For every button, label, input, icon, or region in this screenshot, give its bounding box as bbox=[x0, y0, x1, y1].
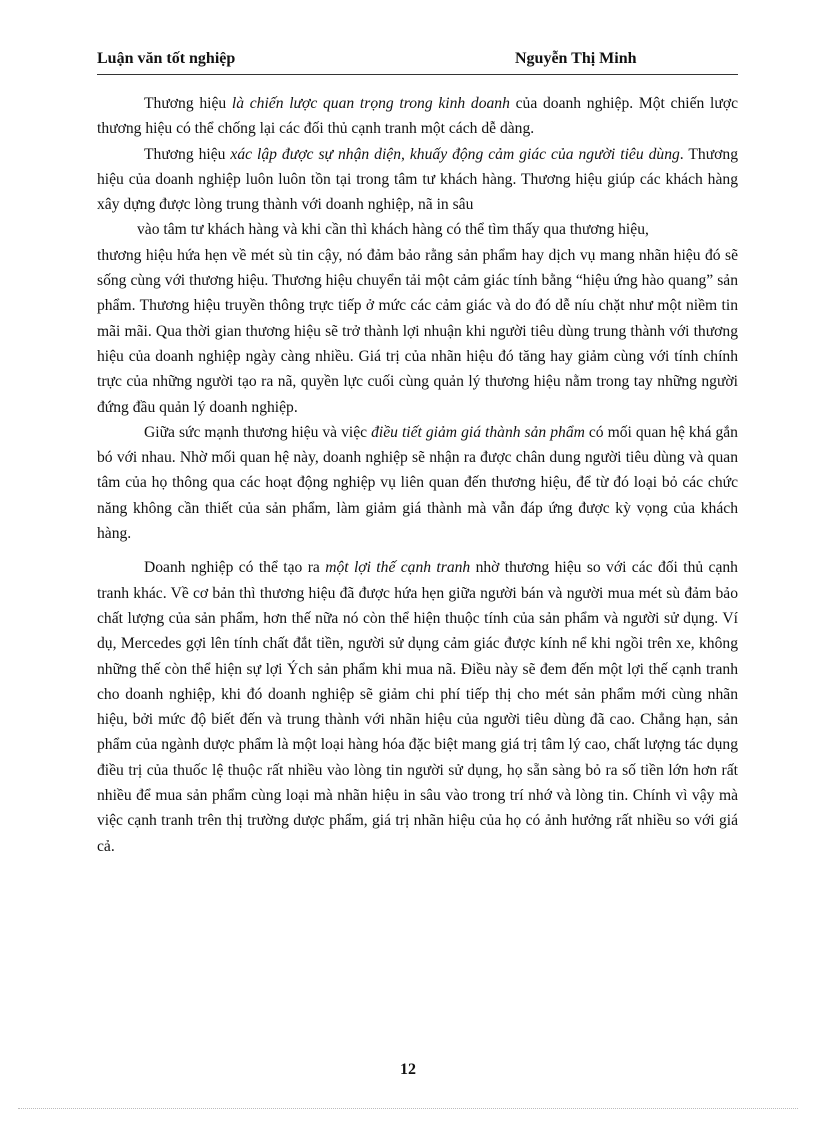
paragraph-competitive-advantage bbox=[97, 555, 738, 859]
text-run: Doanh nghiệp có thể tạo ra bbox=[144, 559, 326, 577]
text-run-italic: điều tiết giảm giá thành sản phẩm bbox=[371, 423, 585, 441]
page-header bbox=[97, 50, 738, 72]
paragraph-brand-trust bbox=[97, 243, 738, 420]
text-run: Thương hiệu bbox=[144, 95, 232, 112]
text-run-italic: một lợi thế cạnh tranh bbox=[325, 559, 471, 577]
text-run: . Thương hiệu của doanh nghiệp luôn luôn tồn tại trong tâm tư khách hàng. Thương hiệu giúp các khách hàng xây dựng được lòng trung thành với doanh nghiệp, nã in sâu bbox=[97, 145, 739, 214]
text-run: của doanh nghiệp. Một chiến lược thương hiệu có thể chống lại các đối thủ cạnh tranh một cách dễ dàng. bbox=[97, 95, 738, 138]
page-bottom-border bbox=[18, 1108, 798, 1109]
text-run-italic: là chiến lược quan trọng trong kinh doanh bbox=[231, 95, 510, 112]
paragraph-cost-reduction bbox=[97, 420, 738, 546]
text-run: thương hiệu hứa hẹn về mét sù tin cậy, nó đảm bảo rằng sản phẩm hay dịch vụ mang nhãn hiệu đó sẽ sống cùng với thương hiệu. Thương hiệu chuyển tải một cảm giác tính bằng “hiệu ứng hào quang” sản phẩm. Thương hiệu truyền thông trực tiếp ở mức các cảm giác và do đó dễ níu chặt như một niềm tin mãi mãi. Qua thời gian thương hiệu sẽ trở thành lợi nhuận khi người tiêu dùng trung thành với thương hiệu của doanh nghiệp ngày càng nhiều. Giá trị của nhãn hiệu đó tăng hay giảm cùng với tính chính trực của những người tạo ra nã, quyền lực cuối cùng quản lý thương hiệu nằm trong tay những người đứng đầu quản lý doanh nghiệp. bbox=[97, 246, 738, 416]
text-run: nhờ thương hiệu so với các đối thủ cạnh tranh khác. Về cơ bản thì thương hiệu đã được hứa hẹn giữa người bán và người mua mét sù đảm bảo chất lượng của sản phẩm, hơn thế nữa nó còn thể hiện thuộc tính của sản phẩm và người sử dụng. Ví dụ, Mercedes gợi lên tính chất đắt tiền, người sử dụng cảm giác được kính nể khi ngồi trên xe, không những thế còn thể hiện sự lợi Ých sản phẩm khi mua nã. Điều này sẽ đem đến một lợi thế cạnh tranh cho doanh nghiệp, khi đó doanh nghiệp sẽ giảm chi phí tiếp thị cho mét sản phẩm mới cùng nhãn hiệu, bởi mức độ biết đến và trung thành với nhãn hiệu của người tiêu dùng đã cao. Chẳng hạn, sản phẩm của ngành dược phẩm là một loại hàng hóa đặc biệt mang giá trị tâm lý cao, chất lượng tác dụng điều trị của thuốc lệ thuộc rất nhiều vào lòng tin người sử dụng, họ sẵn sàng bỏ ra số tiền lớn hơn rất nhiều để mua sản phẩm cùng loại mà nhãn hiệu in sâu vào trong trí nhớ và lòng tin. Chính vì vậy mà việc cạnh tranh trên thị trường dược phẩm, giá trị nhãn hiệu của họ có ảnh hưởng rất nhiều so với giá cả. bbox=[97, 559, 738, 855]
text-run-italic: xác lập được sự nhận diện, khuấy động cảm giác của người tiêu dùng bbox=[230, 145, 680, 163]
text-run: Giữa sức mạnh thương hiệu và việc bbox=[144, 423, 372, 441]
paragraph-brand-strategy bbox=[97, 91, 738, 142]
header-thesis-title: Luận văn tốt nghiệp bbox=[97, 50, 236, 67]
page-number: 12 bbox=[400, 1061, 416, 1078]
header-rule bbox=[97, 74, 738, 75]
paragraph-brand-identity bbox=[97, 142, 738, 218]
document-body bbox=[97, 91, 738, 859]
text-run: vào tâm tư khách hàng và khi cần thì khách hàng có thể tìm thấy qua thương hiệu, bbox=[137, 221, 649, 239]
header-author-name: Nguyễn Thị Minh bbox=[515, 50, 637, 67]
paragraph-indented-line bbox=[97, 217, 738, 242]
text-run: Thương hiệu bbox=[144, 145, 231, 163]
text-run: có mối quan hệ khá gắn bó với nhau. Nhờ mối quan hệ này, doanh nghiệp sẽ nhận ra được chân dung người tiêu dùng và quan tâm của họ thông qua các hoạt động nghiệp vụ liên quan đến thương hiệu, để từ đó loại bỏ các chức năng không cần thiết của sản phẩm, làm giảm giá thành mà vẫn đáp ứng được kỳ vọng của khách hàng. bbox=[97, 423, 738, 543]
